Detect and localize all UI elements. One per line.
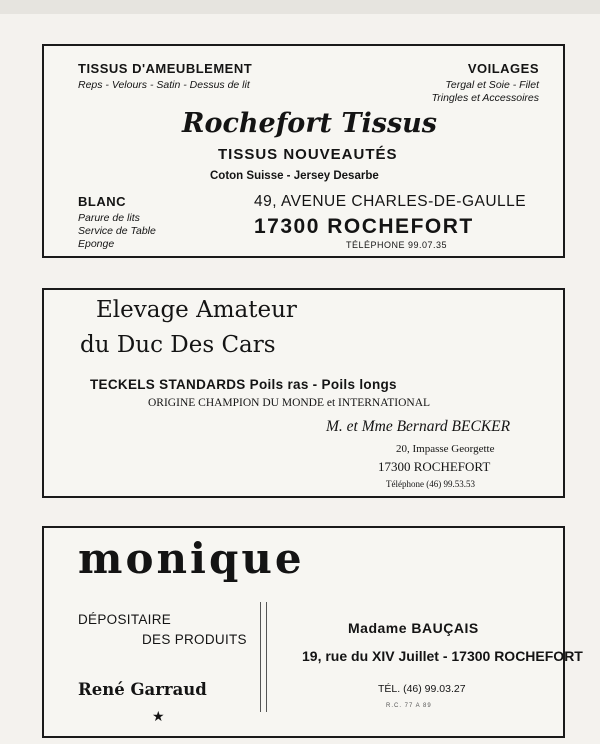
- fabric-list: Coton Suisse - Jersey Desarbe: [210, 170, 379, 182]
- star-icon: ★: [152, 708, 165, 724]
- street-address: 19, rue du XIV Juillet - 17300 ROCHEFORT: [302, 648, 583, 664]
- blanc-title: BLANC: [78, 194, 126, 209]
- city: 17300 ROCHEFORT: [254, 215, 474, 238]
- origin-line: ORIGINE CHAMPION DU MONDE et INTERNATIONAL: [148, 397, 431, 409]
- voilages-title: VOILAGES: [467, 61, 539, 76]
- contact-name: Madame BAUÇAIS: [348, 620, 479, 636]
- voilages-line-1: Tergal et Soie - Filet: [445, 79, 539, 91]
- depositaire-label: DÉPOSITAIRE: [78, 612, 172, 627]
- city: 17300 ROCHEFORT: [378, 459, 491, 474]
- ad-rochefort-tissus: [42, 44, 565, 258]
- page-top-edge: [0, 0, 600, 14]
- telephone: Téléphone (46) 99.53.53: [386, 479, 475, 489]
- street: 20, Impasse Georgette: [396, 443, 495, 455]
- breed-description: TECKELS STANDARDS Poils ras - Poils longs: [90, 377, 397, 392]
- ameublement-items: Reps - Velours - Satin - Dessus de lit: [78, 79, 250, 91]
- tissus-nouveautes: TISSUS NOUVEAUTÉS: [218, 146, 398, 163]
- ameublement-title: TISSUS D'AMEUBLEMENT: [78, 61, 253, 76]
- voilages-line-2: Tringles et Accessoires: [431, 92, 539, 104]
- ad-elevage-amateur: [42, 288, 565, 498]
- divider-line: [260, 602, 261, 712]
- brand-rochefort-tissus: Rochefort Tissus: [182, 108, 437, 139]
- telephone: TÉLÉPHONE 99.07.35: [346, 240, 448, 250]
- street-address: 49, AVENUE CHARLES-DE-GAULLE: [254, 193, 527, 210]
- brand-monique: monique: [78, 534, 305, 583]
- ad-monique: [42, 526, 583, 738]
- owner-name: M. et Mme Bernard BECKER: [326, 418, 511, 435]
- produits-label: DES PRODUITS: [142, 632, 247, 647]
- registry-number: R.C. 77 A 89: [386, 703, 432, 709]
- designer-name: René Garraud: [78, 680, 207, 699]
- title-line-2: du Duc Des Cars: [80, 332, 276, 358]
- blanc-item: Parure de lits: [78, 212, 140, 224]
- telephone: TÉL. (46) 99.03.27: [378, 683, 466, 695]
- divider-line: [266, 602, 267, 712]
- title-line-1: Elevage Amateur: [96, 297, 297, 323]
- blanc-item: Eponge: [78, 238, 115, 250]
- blanc-item: Service de Table: [78, 225, 156, 237]
